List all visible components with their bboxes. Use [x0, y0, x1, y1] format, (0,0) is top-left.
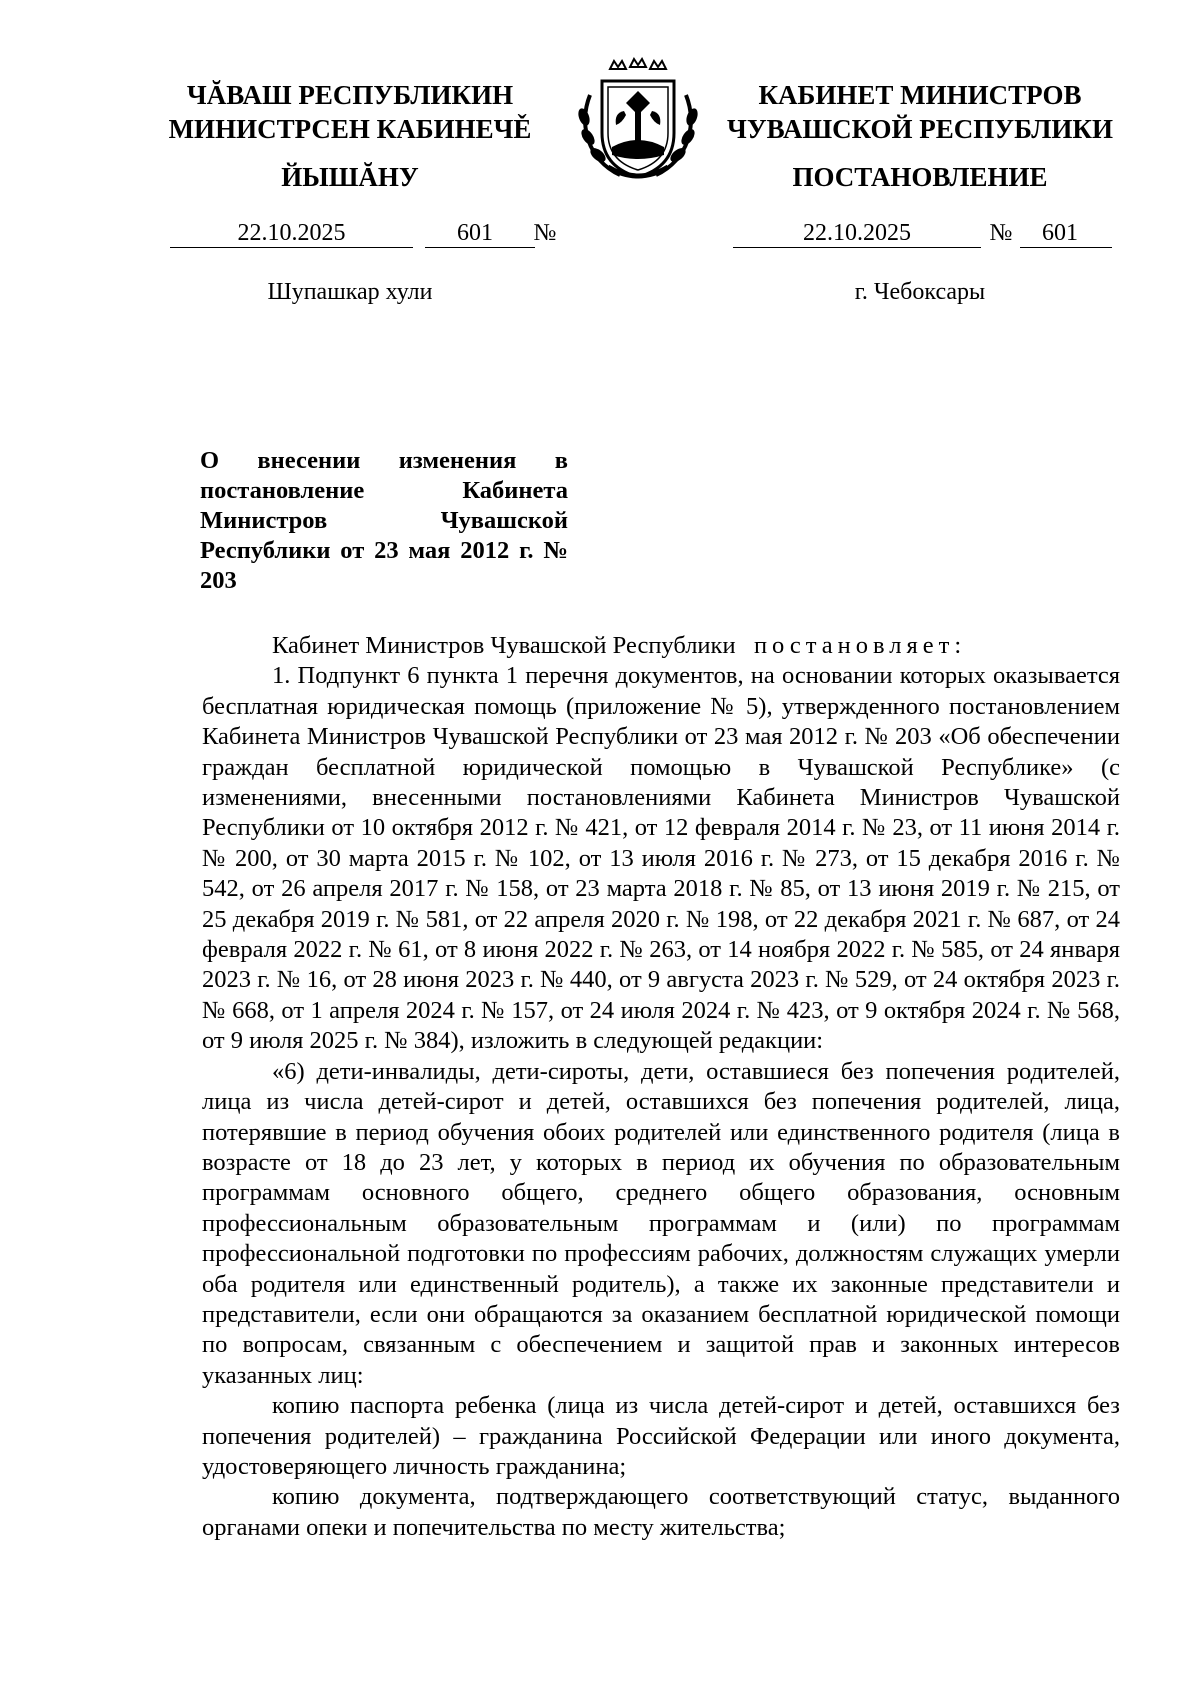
header-right-title — [720, 78, 1120, 146]
right-number-sign: № — [989, 220, 1013, 246]
preamble-subject: Кабинет Министров Чувашской Республики — [272, 632, 736, 659]
right-number-underline — [1020, 247, 1112, 248]
preamble — [202, 631, 1120, 661]
header-right-doc-type: ПОСТАНОВЛЕНИЕ — [792, 162, 1048, 192]
body-paragraph-4: копию документа, подтверждающего соответствующий статус, выданного органами опеки и попечительства по месту жительства; — [202, 1483, 1120, 1541]
body-paragraph-1: 1. Подпункт 6 пункта 1 перечня документов, на основании которых оказывается бесплатная юридическая помощь (приложение № 5), утвержденного постановлением Кабинета Министров Чувашской Республики от 23 мая 2012 г. № 203 «Об обеспечении граждан бесплатной юридической помощью в Чувашской Республике» (с изменениями, внесенными постановлениями Кабинета Министров Чувашской Республики от 10 октября 2012 г. № 421, от 12 февраля 2014 г. № 23, от 11 июня 2014 г. № 200, от 30 марта 2015 г. № 102, от 13 июля 2016 г. № 273, от 15 декабря 2016 г. № 542, от 26 апреля 2017 г. № 158, от 23 марта 2018 г. № 85, от 13 июня 2019 г. № 215, от 25 декабря 2019 г. № 581, от 22 апреля 2020 г. № 198, от 22 декабря 2021 г. № 687, от 24 февраля 2022 г. № 61, от 8 июня 2022 г. № 263, от 14 ноября 2022 г. № 585, от 24 января 2023 г. № 16, от 28 июня 2023 г. № 440, от 9 августа 2023 г. № 529, от 24 октября 2023 г. № 668, от 1 апреля 2024 г. № 157, от 24 июля 2024 г. № 423, от 9 октября 2024 г. № 568, от 9 июля 2025 г. № 384), изложить в следующей редакции: — [202, 662, 1120, 1055]
left-number-sign: № — [533, 220, 557, 246]
right-date-underline — [733, 247, 981, 248]
header-right-line2: ЧУВАШСКОЙ РЕСПУБЛИКИ — [727, 114, 1113, 144]
header-left-line1: ЧĂВАШ РЕСПУБЛИКИН — [186, 80, 514, 110]
right-date: 22.10.2025 — [803, 220, 911, 246]
header-left-doc-type: ЙЫШĂНУ — [281, 162, 419, 192]
left-number-underline — [425, 247, 535, 248]
header-left-line2: МИНИСТРСЕН КАБИНЕЧĚ — [168, 114, 532, 144]
chuvash-coat-of-arms-icon — [568, 55, 708, 183]
right-number: 601 — [1042, 220, 1078, 246]
left-date: 22.10.2025 — [237, 220, 346, 246]
right-city: г. Чебоксары — [854, 279, 986, 305]
left-city: Шупашкар хули — [267, 279, 433, 305]
body-paragraph-2: «6) дети-инвалиды, дети-сироты, дети, оставшиеся без попечения родителей, лица из числа детей-сирот и детей, оставшихся без попечения родителей, лица, потерявшие в период обучения обоих родителей или единственного родителя (лица в возрасте от 18 до 23 лет, у которых в период их обучения по образовательным программам основного общего, среднего общего образования, основным профессиональным образовательным программам и (или) по программам профессиональной подготовки по профессиям рабочих, должностям служащих умерли оба родителя или единственный родитель), а также их законные представители и представители, если они обращаются за оказанием бесплатной юридической помощи по вопросам, связанным с обеспечением и защитой прав и законных интересов указанных лиц: — [202, 1057, 1120, 1389]
document-body — [202, 631, 1120, 1543]
preamble-verb: постановляет: — [753, 632, 967, 659]
header-right-line1: КАБИНЕТ МИНИСТРОВ — [758, 80, 1082, 110]
header-left-title — [150, 78, 550, 146]
left-number: 601 — [457, 220, 493, 246]
document-title: О внесении изменения в постановление Кабинета Министров Чувашской Республики от 23 мая 2012 г. № 203 — [200, 447, 568, 594]
left-date-underline — [170, 247, 413, 248]
body-paragraph-3: копию паспорта ребенка (лица из числа детей-сирот и детей, оставшихся без попечения родителей) – гражданина Российской Федерации или иного документа, удостоверяющего личность гражданина; — [202, 1392, 1120, 1480]
